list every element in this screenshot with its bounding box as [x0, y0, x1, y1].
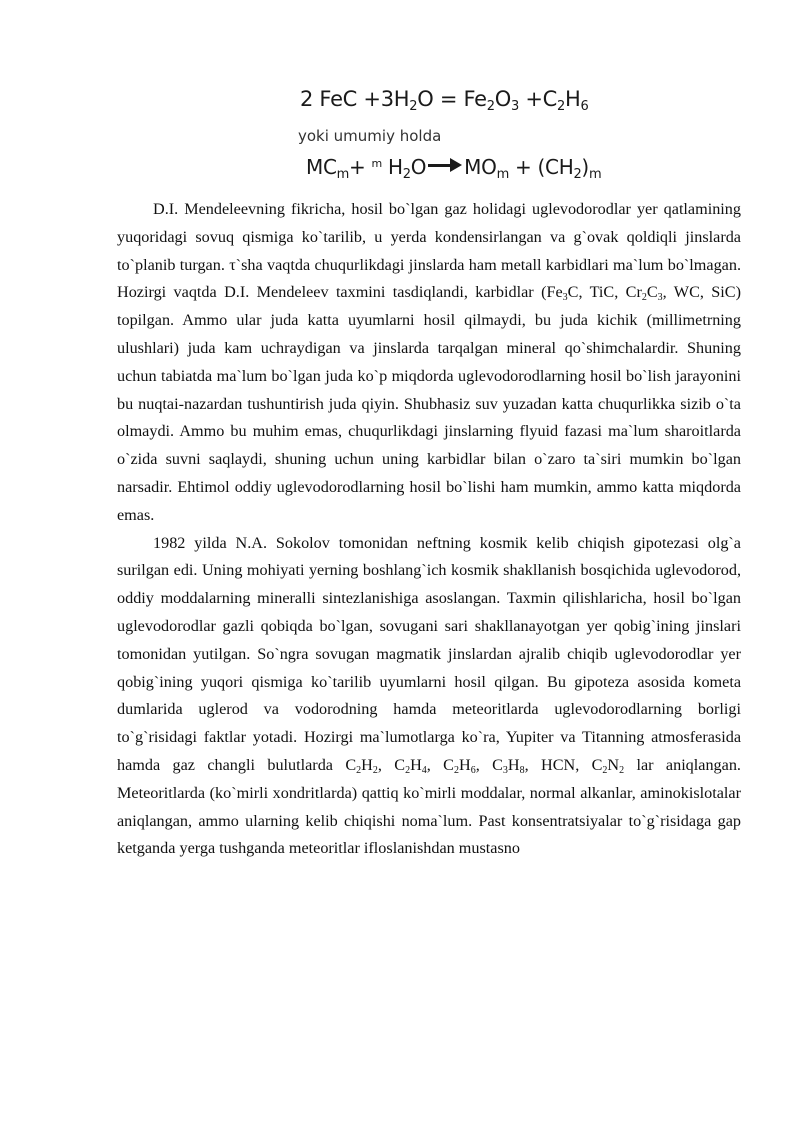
formula-text: 2 FeC +3H	[300, 87, 410, 111]
text-run: N	[607, 755, 620, 774]
subscript: 3	[562, 292, 568, 304]
subscript: 3	[502, 764, 508, 776]
reaction-arrow-icon	[428, 159, 462, 171]
text-run: H	[507, 755, 520, 774]
subscript: 3	[657, 292, 663, 304]
formula-text: O	[410, 155, 427, 179]
formula-text: +	[349, 155, 372, 179]
subscript: 4	[421, 764, 427, 776]
text-run: D.I. Mendeleevning fikricha, hosil bo`lgan gaz holidagi uglevodorodlar yer qatlamining yuqoridagi sovuq qismiga ko`tarilib, u yerda kondensirlangan va g`ovak qoldiqli jinslarda to`planib turgan. τ`sha vaqtda chuqurlikdagi jinslarda ham metall karbidlari ma`lum bo`lmagan. Hozirgi vaqtda D.I. Mendeleev taxmini tasdiqlandi, karbidlar (Fe	[117, 200, 741, 302]
subscript: 2	[619, 764, 625, 776]
reaction-equation-1	[300, 86, 604, 120]
subscript: 2	[453, 764, 459, 776]
formula-subscript: 2	[409, 99, 418, 114]
text-run: H	[361, 755, 373, 774]
text-run: H	[458, 755, 471, 774]
formula-subscript: 3	[511, 99, 519, 114]
text-run: , C	[426, 755, 454, 774]
subscript: 2	[602, 764, 608, 776]
formula-subscript: m	[588, 167, 602, 182]
text-run: C	[646, 283, 658, 302]
text-run: , WC, SiC) topilgan. Ammo ular juda katta uyumlarni hosil qilmaydi, bu juda kichik (millimetrning ulushlari) juda kam uchraydigan va jinslarda tarqalgan mineral qo`shimchalardir. Shuning uchun tabiatda ma`lum bo`lgan juda ko`p miqdorda uglevodorodlarning hosil bo`lish jarayonini bu nuqtai-nazardan tushuntirish juda qiyin. Shubhasiz suv yuzadan katta chuqurlikka sizib o`ta olmaydi. Ammo bu muhim emas, chuqurlikdagi jinslarning flyuid fazasi ma`lum sharoitlarda o`zida suvni saqlaydi, shuning uchun uning karbidlar bilan o`zaro ta`siri mumkin bo`lgan narsadir. Ehtimol oddiy uglevodorodlarning hosil bo`lishi ham mumkin, ammo katta miqdorda emas.	[117, 283, 741, 524]
formula-block	[284, 86, 604, 188]
text-run: H	[410, 755, 422, 774]
subscript: 2	[405, 764, 411, 776]
formula-subscript: 6	[580, 99, 589, 114]
subscript: 2	[372, 764, 378, 776]
formula-text: O	[494, 87, 512, 111]
formula-subscript: m	[336, 167, 349, 182]
text-run: , C	[475, 755, 503, 774]
formula-text: H	[381, 155, 403, 179]
body-text	[117, 196, 741, 863]
formula-subscript: 2	[402, 167, 411, 182]
formula-text: O = Fe	[417, 87, 487, 111]
subscript: 2	[356, 764, 362, 776]
subscript: 2	[641, 292, 647, 304]
formula-text: + (CH	[508, 155, 574, 179]
text-run: lar aniqlangan. Meteoritlarda (ko`mirli xondritlarda) qattiq ko`mirli moddalar, normal alkanlar, aminokislotalar aniqlangan, ammo ularning kelib chiqishi noma`lum. Past konsentratsiyalar to`g`risidaga gap ketganda yerga tushganda meteoritlar ifloslanishdan mustasno	[117, 755, 741, 858]
subscript: 6	[470, 764, 476, 776]
text-run: 1982 yilda N.A. Sokolov tomonidan neftning kosmik kelib chiqish gipotezasi olg`a surilgan edi. Uning mohiyati yerning boshlang`ich kosmik shakllanish bosqichida uglevodorod, oddiy moddalarning mineralli sintezlanishiga asoslangan. Taxmin qilishlaricha, hosil bo`lgan uglevodorodlar gazli qobiqda bo`lgan, sovugani sari shakllanayotgan yer qobig`ining jinslari tomonidan yutilgan. So`ngra sovugan magmatik jinslardan ajralib chiqib uglevodorodlar yer qobig`ining yuqori qismiga ko`tarilib uyumlarni hosil qilgan. Bu gipoteza asosida kometa dumlarida uglerod va vodorodning hamda meteoritlarda uglevodorodlarning borligi to`g`risidagi faktlar yotadi. Hozirgi ma`lumotlarga ko`ra, Yupiter va Titanning atmosferasida hamda gaz changli bulutlarda C	[117, 533, 741, 774]
formula-subscript: m	[496, 167, 509, 182]
formula-coefficient: m	[371, 157, 382, 170]
formula-text: H	[565, 87, 581, 111]
subscript: 8	[519, 764, 525, 776]
text-run: C, TiC, Cr	[567, 283, 642, 302]
formula-text: )	[581, 155, 589, 179]
formula-subscript: 2	[557, 99, 566, 114]
paragraph	[117, 530, 741, 864]
reaction-equation-2	[306, 151, 604, 188]
formula-subscript: 2	[573, 167, 582, 182]
general-form-label: yoki umumiy holda	[298, 127, 442, 145]
formula-text: +C	[519, 87, 558, 111]
paragraph	[117, 196, 741, 530]
formula-text: MC	[306, 155, 337, 179]
text-run: , HCN, C	[524, 755, 603, 774]
formula-subscript: 2	[486, 99, 495, 114]
formula-text: MO	[464, 155, 497, 179]
text-run: , C	[377, 755, 406, 774]
